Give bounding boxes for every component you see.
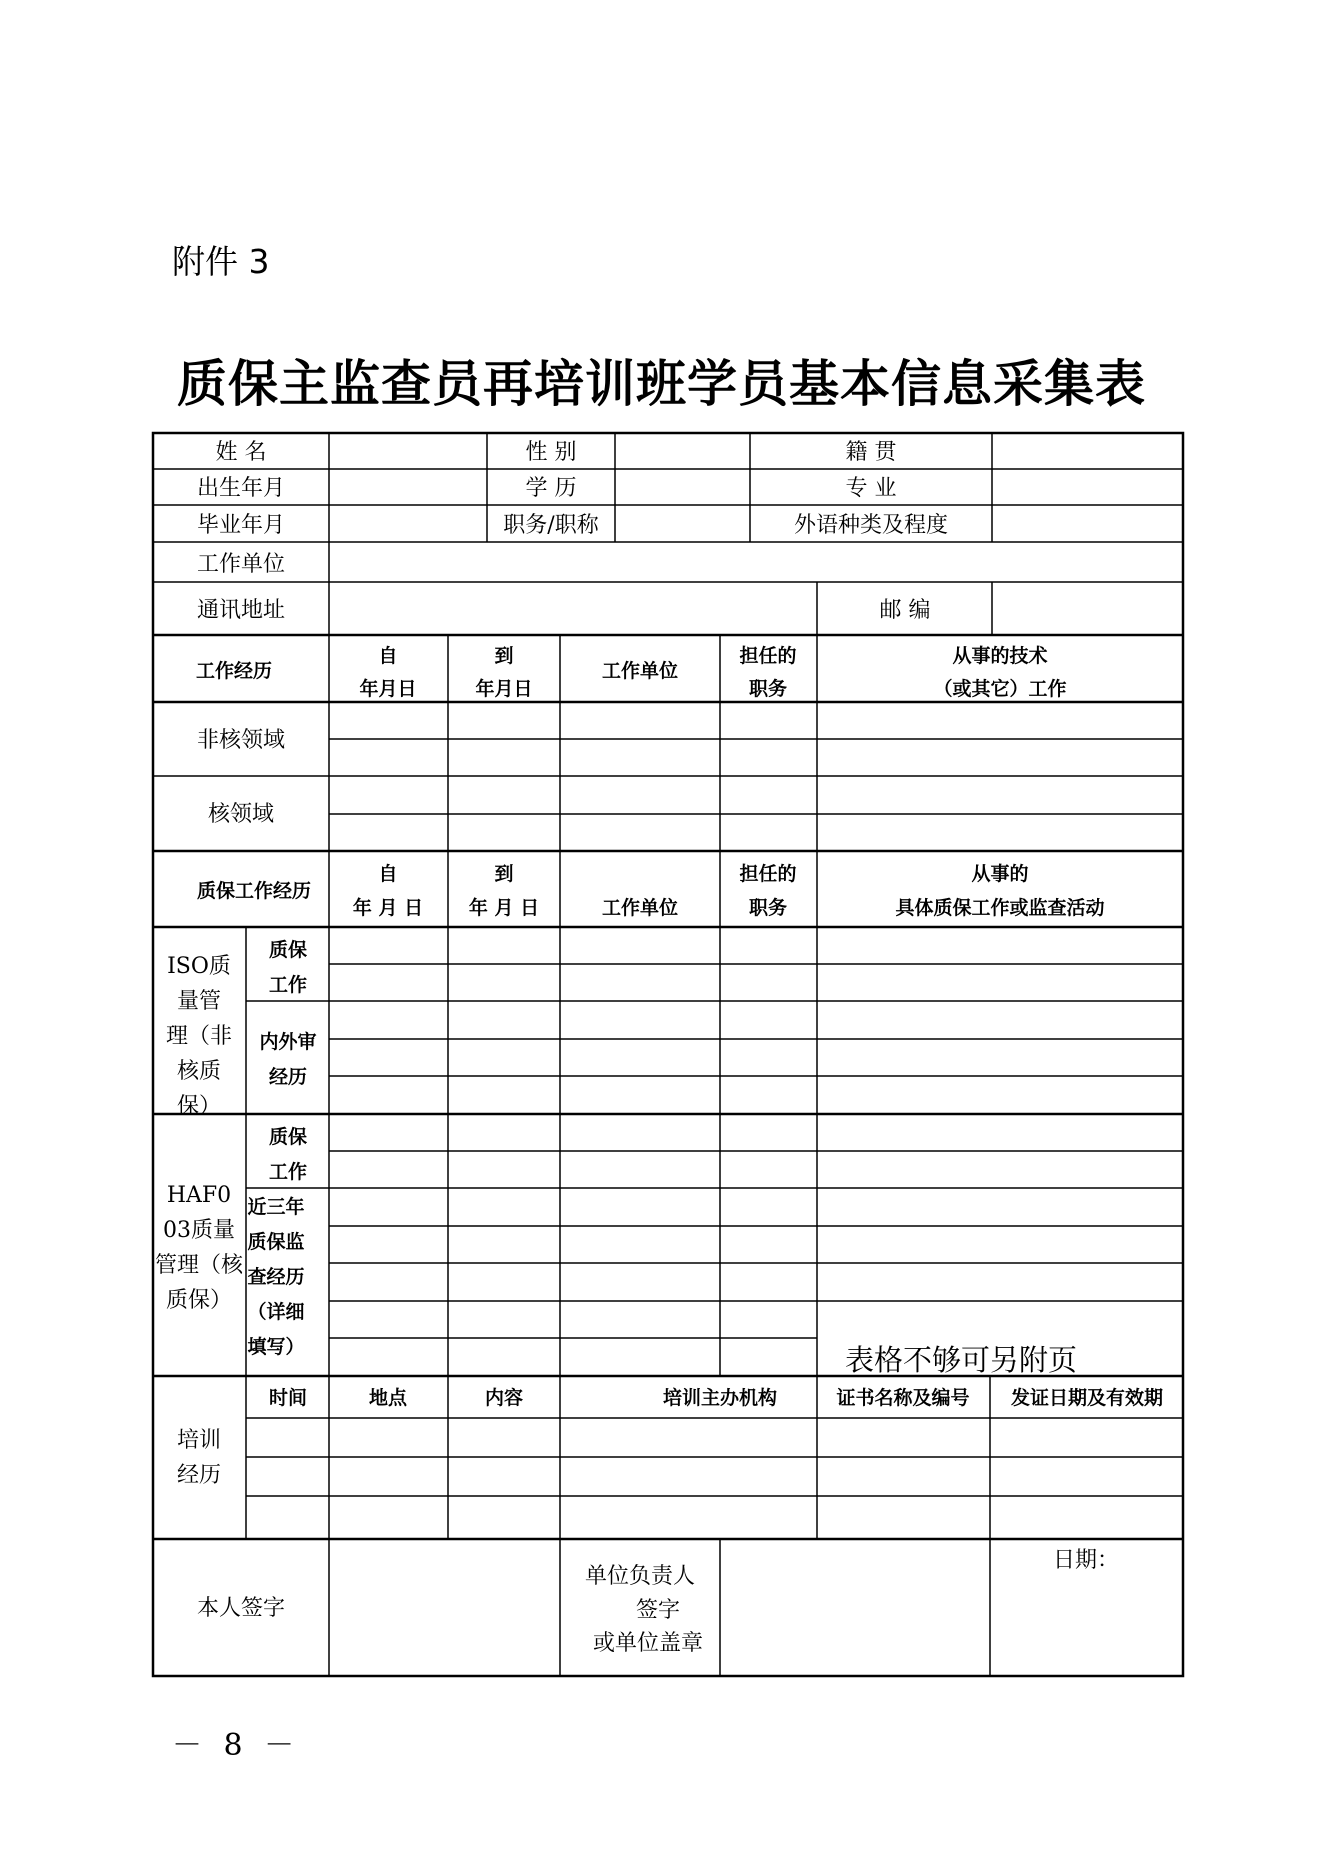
haf-label-line: 管理（核 (154, 1253, 244, 1278)
iso-audit-label: 内外审 (259, 1031, 317, 1053)
training-organizer-header: 培训主办机构 (662, 1387, 778, 1409)
leader-signature-label: 单位负责人 (584, 1564, 696, 1589)
label-name: 姓 名 (215, 440, 267, 465)
qa-from-date-header: 年 月 日 (352, 897, 424, 919)
haf-recent-label: （详细 (247, 1301, 305, 1323)
qa-duty-header-2: 职务 (748, 897, 788, 919)
qa-duty-header: 担任的 (739, 863, 797, 885)
training-validity-header: 发证日期及有效期 (1010, 1387, 1164, 1409)
work-to-date-header: 年月日 (475, 678, 533, 700)
haf-recent-label: 查经历 (247, 1266, 305, 1288)
qa-to-date-header: 年 月 日 (468, 897, 540, 919)
date-label: 日期： (1052, 1548, 1120, 1573)
work-tech-header-2: （或其它）工作 (933, 678, 1067, 700)
label-position: 职务/职称 (503, 513, 599, 538)
training-place-header: 地点 (368, 1387, 408, 1409)
leader-signature-label-3: 或单位盖章 (592, 1631, 704, 1656)
training-time-header: 时间 (268, 1387, 308, 1409)
iso-label-line: 核质 (176, 1059, 222, 1084)
iso-label-line: 量管 (176, 989, 222, 1014)
qa-activity-header: 从事的 (971, 863, 1029, 885)
qa-unit-header: 工作单位 (601, 897, 679, 919)
haf-recent-label: 填写） (247, 1336, 305, 1358)
table-grid (153, 433, 1183, 1676)
training-certificate-header: 证书名称及编号 (836, 1387, 970, 1409)
iso-label-line: 保） (176, 1094, 222, 1119)
self-signature-label: 本人签字 (196, 1596, 286, 1621)
label-graduation: 毕业年月 (196, 513, 286, 538)
haf-label-line: 质保） (165, 1288, 233, 1313)
qa-from-header: 自 (378, 863, 398, 885)
page-number: － 8 － (172, 1728, 301, 1763)
qa-to-header: 到 (494, 863, 514, 885)
label-postcode: 邮 编 (879, 598, 931, 623)
haf-recent-label: 质保监 (247, 1231, 305, 1253)
label-gender: 性 别 (525, 440, 577, 465)
iso-qa-work-label-2: 工作 (268, 974, 308, 996)
iso-audit-label-2: 经历 (268, 1066, 308, 1088)
haf-qa-work-label: 质保 (268, 1126, 308, 1148)
work-history-label: 工作经历 (195, 660, 273, 682)
nuclear-label: 核领域 (207, 802, 275, 827)
training-label: 培训 (176, 1428, 222, 1453)
work-tech-header: 从事的技术 (952, 645, 1048, 667)
work-to-header: 到 (494, 645, 514, 667)
form-title: 质保主监查员再培训班学员基本信息采集表 (177, 354, 1146, 413)
haf-label-line: 03质量 (163, 1218, 235, 1243)
label-language: 外语种类及程度 (793, 513, 949, 538)
iso-qa-work-label: 质保 (268, 939, 308, 961)
work-from-date-header: 年月日 (359, 678, 417, 700)
label-native-place: 籍 贯 (845, 440, 897, 465)
label-birth: 出生年月 (196, 476, 286, 501)
iso-label-line: 理（非 (165, 1024, 233, 1049)
work-unit-header: 工作单位 (601, 660, 679, 682)
work-from-header: 自 (378, 645, 398, 667)
haf-recent-label: 近三年 (247, 1196, 305, 1218)
label-education: 学 历 (525, 476, 577, 501)
leader-signature-label-2: 签字 (635, 1598, 681, 1623)
qa-activity-header-2: 具体质保工作或监查活动 (895, 897, 1105, 919)
training-content-header: 内容 (484, 1387, 524, 1409)
work-duty-header-2: 职务 (748, 678, 788, 700)
label-employer: 工作单位 (196, 552, 286, 577)
iso-label-line: ISO质 (167, 954, 231, 979)
extra-pages-note: 表格不够可另附页 (844, 1343, 1078, 1377)
training-label-2: 经历 (176, 1463, 222, 1488)
qa-history-label: 质保工作经历 (196, 880, 312, 902)
attachment-label: 附件 3 (172, 242, 270, 281)
haf-qa-work-label-2: 工作 (268, 1161, 308, 1183)
haf-label-line: HAF0 (166, 1183, 232, 1208)
non-nuclear-label: 非核领域 (196, 728, 286, 753)
work-duty-header: 担任的 (739, 645, 797, 667)
label-major: 专 业 (845, 476, 897, 501)
label-address: 通讯地址 (196, 598, 286, 623)
